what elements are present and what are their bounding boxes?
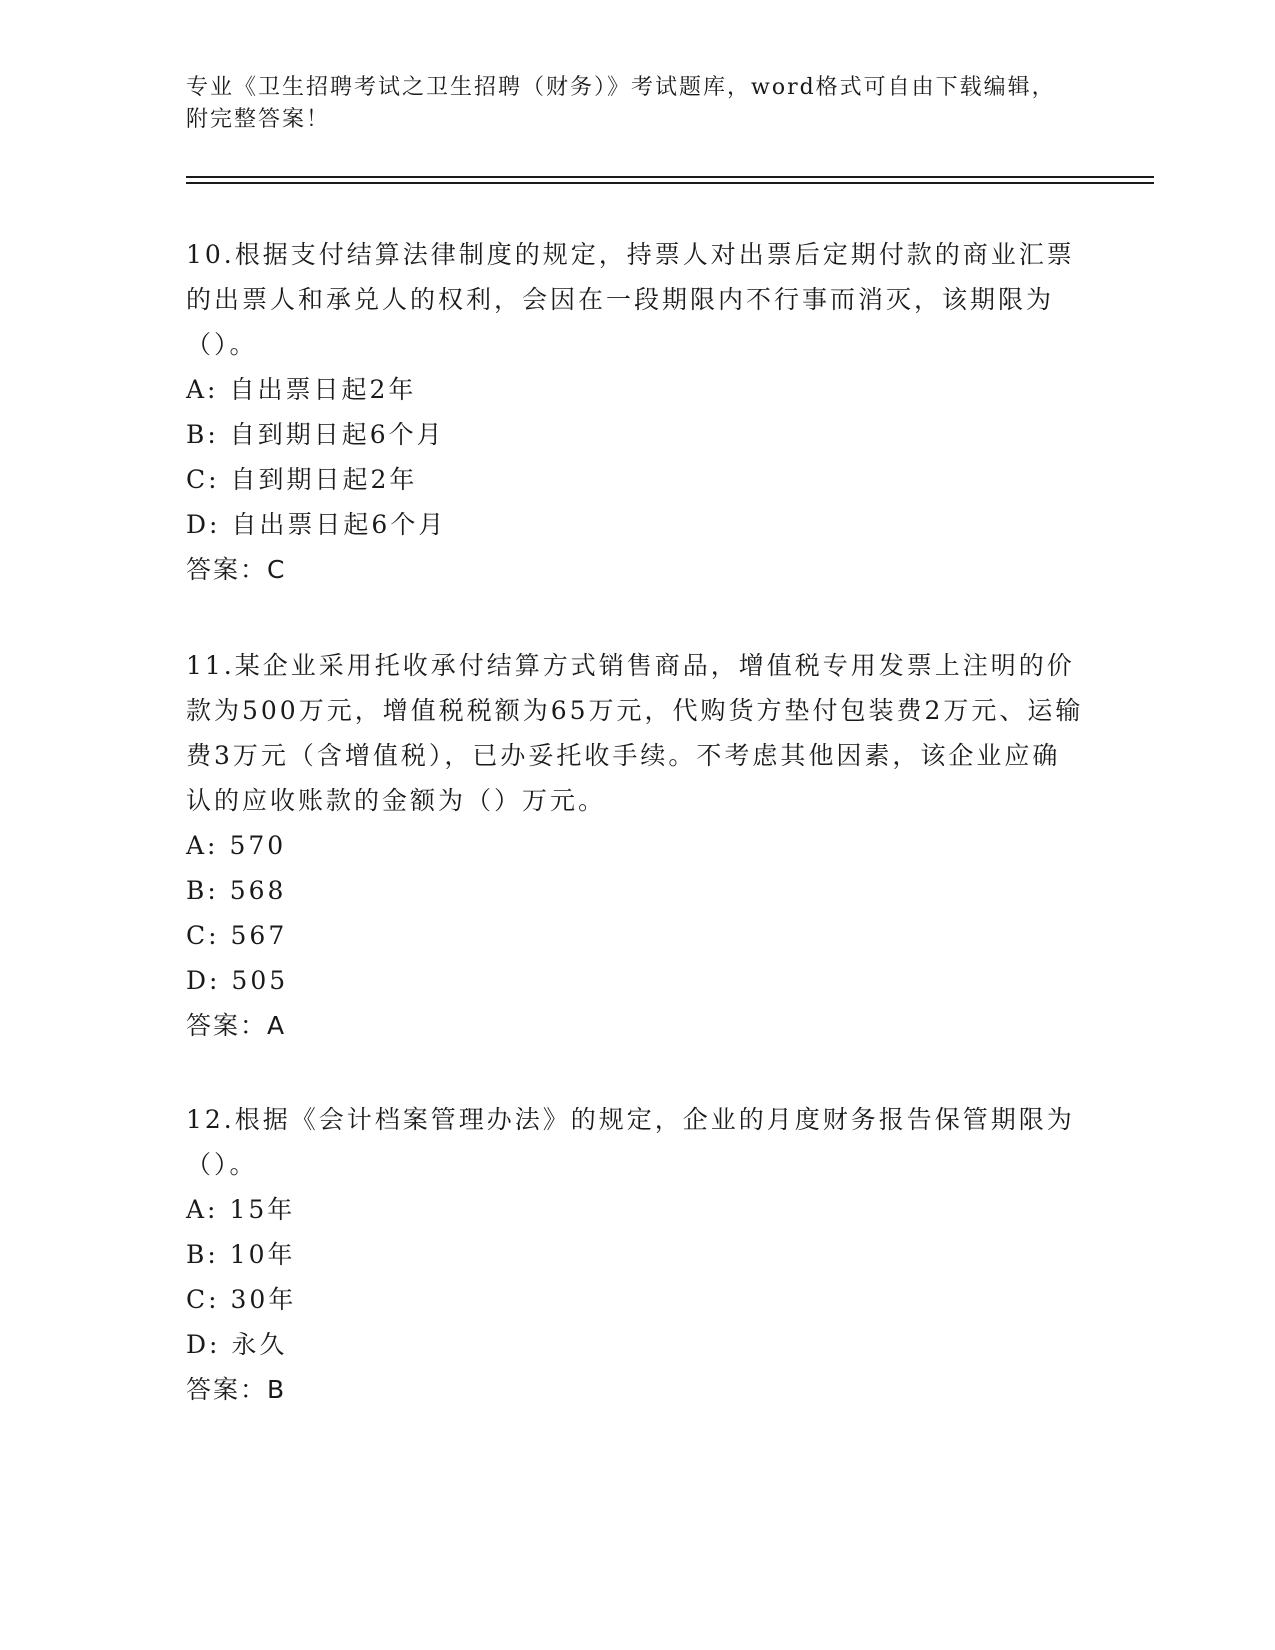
option-letter: B: xyxy=(186,876,219,905)
option-b xyxy=(186,868,1086,913)
option-text: 自出票日起2年 xyxy=(229,375,417,404)
option-a xyxy=(186,367,1086,412)
option-letter: A: xyxy=(186,831,219,860)
option-text: 567 xyxy=(230,921,288,950)
question-11 xyxy=(186,643,1086,1048)
option-text: 自到期日起2年 xyxy=(230,465,418,494)
option-text: 505 xyxy=(231,966,289,995)
answer-line: 答案：C xyxy=(186,555,287,584)
option-c xyxy=(186,457,1086,502)
option-text: 自出票日起6个月 xyxy=(231,510,447,539)
answer-line: 答案：B xyxy=(186,1375,287,1404)
option-c xyxy=(186,913,1086,958)
option-d xyxy=(186,502,1086,547)
option-letter: C: xyxy=(186,1285,220,1314)
header-divider-bottom xyxy=(186,182,1154,184)
option-text: 570 xyxy=(229,831,287,860)
question-stem: 12.根据《会计档案管理办法》的规定，企业的月度财务报告保管期限为（）。 xyxy=(186,1105,1075,1179)
option-d xyxy=(186,1322,1086,1367)
option-text: 10年 xyxy=(229,1240,296,1269)
option-text: 15年 xyxy=(229,1195,296,1224)
option-letter: B: xyxy=(186,1240,219,1269)
option-letter: D: xyxy=(186,966,221,995)
option-letter: C: xyxy=(186,921,220,950)
option-a xyxy=(186,1187,1086,1232)
option-letter: A: xyxy=(186,1195,219,1224)
question-10 xyxy=(186,232,1086,592)
option-b xyxy=(186,412,1086,457)
header-divider-top xyxy=(186,176,1154,178)
option-text: 永久 xyxy=(231,1330,288,1359)
option-text: 568 xyxy=(229,876,287,905)
answer-line: 答案：A xyxy=(186,1011,287,1040)
option-letter: D: xyxy=(186,510,221,539)
option-text: 自到期日起6个月 xyxy=(229,420,445,449)
document-header: 专业《卫生招聘考试之卫生招聘（财务）》考试题库，word格式可自由下载编辑，附完整答案！ xyxy=(186,75,1056,132)
question-stem: 10.根据支付结算法律制度的规定，持票人对出票后定期付款的商业汇票的出票人和承兑人的权利，会因在一段期限内不行事而消灭，该期限为（）。 xyxy=(186,240,1075,359)
option-text: 30年 xyxy=(230,1285,297,1314)
question-12 xyxy=(186,1097,1086,1412)
option-b xyxy=(186,1232,1086,1277)
option-a xyxy=(186,823,1086,868)
option-letter: A: xyxy=(186,375,219,404)
option-c xyxy=(186,1277,1086,1322)
option-letter: C: xyxy=(186,465,220,494)
option-d xyxy=(186,958,1086,1003)
option-letter: B: xyxy=(186,420,219,449)
question-stem: 11.某企业采用托收承付结算方式销售商品，增值税专用发票上注明的价款为500万元，增值税税额为65万元，代购货方垫付包装费2万元、运输费3万元（含增值税），已办妥托收手续。不考虑其他因素，该企业应确认的应收账款的金额为（）万元。 xyxy=(186,651,1084,815)
option-letter: D: xyxy=(186,1330,221,1359)
